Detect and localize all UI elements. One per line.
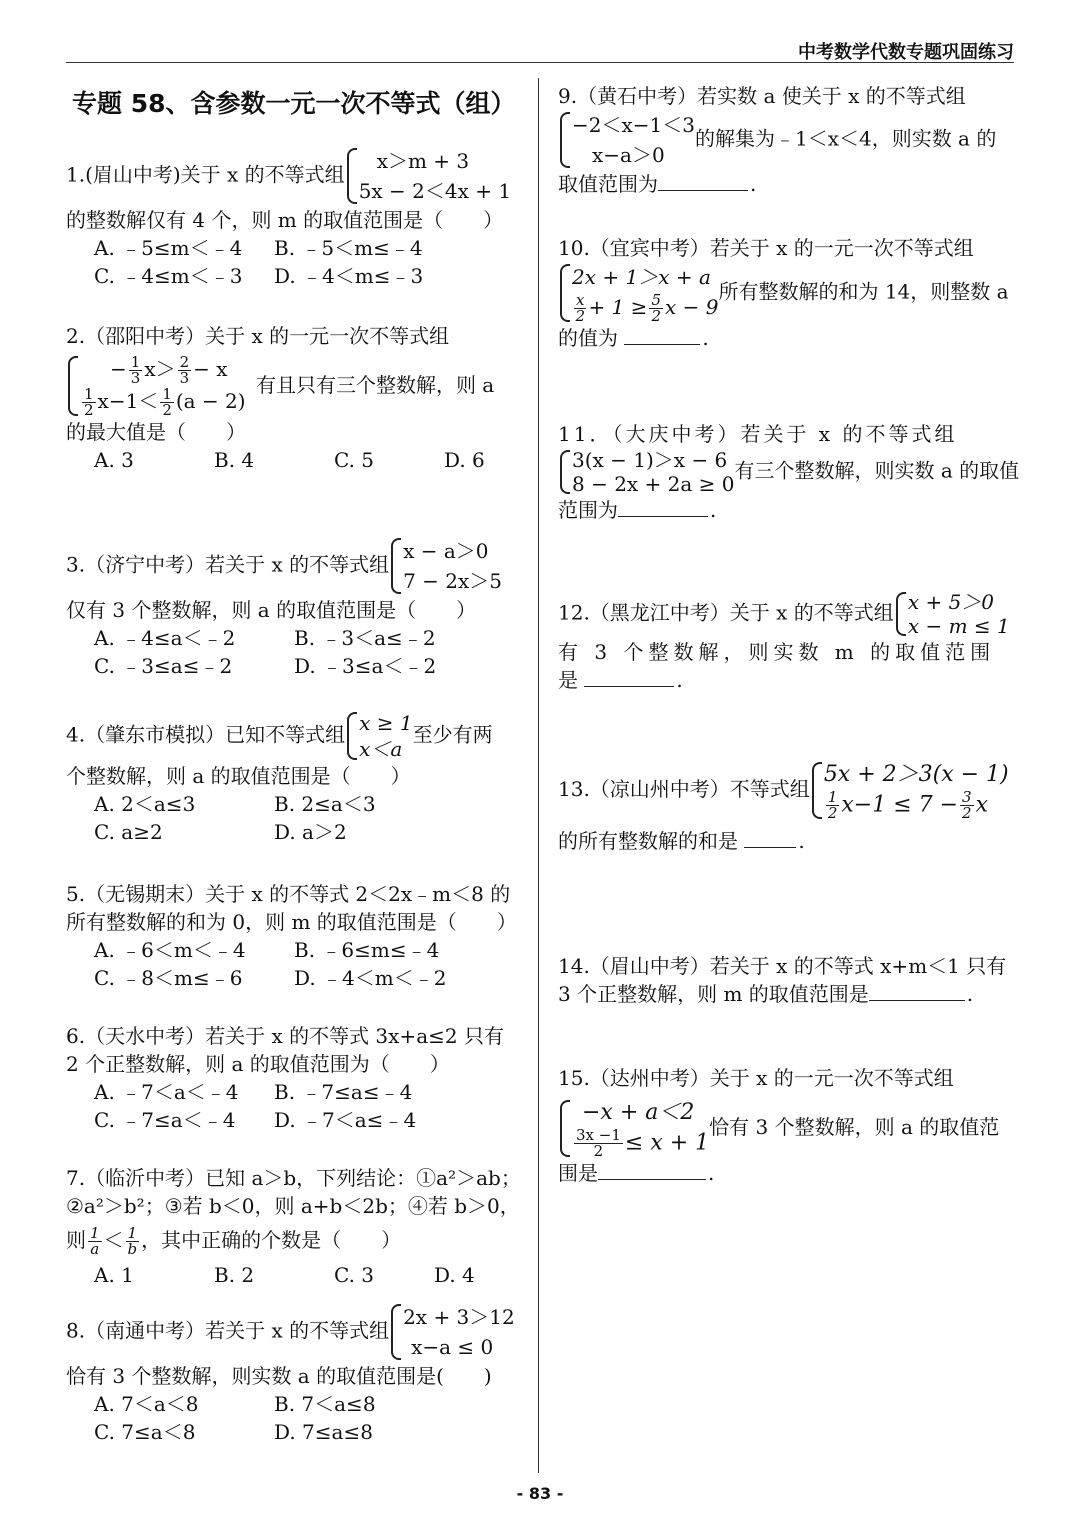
inequality-system: x＞m + 3 5x − 2＜4x + 1 bbox=[345, 146, 511, 206]
option-b: B. 7＜a≤8 bbox=[274, 1392, 376, 1416]
option-a: A. 2＜a≤3 bbox=[94, 792, 196, 816]
option-c: C. ﹣7≤a＜﹣4 bbox=[94, 1108, 236, 1132]
question-5: 5.（无锡期末）关于 x 的不等式 2＜2x﹣m＜8 的 所有整数解的和为 0，则 m 的取值范围是（ ） A. ﹣6＜m＜﹣4 B. ﹣6≤m≤﹣4 C. ﹣8＜m≤﹣6 D. ﹣4＜m＜﹣2 bbox=[66, 882, 517, 990]
page-title: 专题 58、含参数一元一次不等式（组） bbox=[72, 89, 516, 118]
option-d: D. a＞2 bbox=[274, 820, 347, 844]
option-d: D. ﹣7＜a≤﹣4 bbox=[274, 1108, 417, 1132]
inequality-system: 5x + 2＞3(x − 1) $\frac{1}{2}$ x−1 ≤ 7 − $\frac{3}{2}$ x bbox=[810, 760, 1009, 821]
page-number: - 83 - bbox=[516, 1484, 564, 1503]
question-15: 15.（达州中考）关于 x 的一元一次不等式组 −x + a＜2 $\frac{3x -1}{2}$ ≤ x + 1 恰有 3 个整数解，则 a 的取值范 围是 . bbox=[558, 1066, 1000, 1185]
option-d: D. 4 bbox=[434, 1263, 475, 1287]
question-9: 9.（黄石中考）若实数 a 使关于 x 的不等式组 −2＜x−1＜3 x−a＞0 的解集为﹣1＜x＜4，则实数 a 的 取值范围为 . bbox=[558, 84, 997, 196]
inequality-system: x + 5＞0 x − m ≤ 1 bbox=[894, 590, 1010, 638]
inequality-system: −2＜x−1＜3 x−a＞0 bbox=[558, 110, 695, 170]
option-b: B. ﹣5＜m≤﹣4 bbox=[274, 236, 423, 260]
question-3: 3.（济宁中考）若关于 x 的不等式组 x − a＞0 7 − 2x＞5 仅有 3 个整数解，则 a 的取值范围是（ ） A. ﹣4≤a＜﹣2 B. ﹣3＜a≤﹣2 C. ﹣3≤a≤﹣2 D. ﹣3≤a＜﹣2 bbox=[66, 536, 526, 680]
column-divider bbox=[538, 78, 539, 1473]
answer-blank[interactable] bbox=[869, 982, 965, 1001]
option-b: B. 2≤a＜3 bbox=[274, 792, 376, 816]
question-8: 8.（南通中考）若关于 x 的不等式组 2x + 3＞12 x−a ≤ 0 恰有 3 个整数解，则实数 a 的取值范围是( ) A. 7＜a＜8 B. 7＜a≤8 C. 7≤a＜8 D. 7≤a≤8 bbox=[66, 1302, 526, 1446]
inequality-system: −x + a＜2 $\frac{3x -1}{2}$ ≤ x + 1 bbox=[558, 1098, 709, 1159]
option-a: A. ﹣4≤a＜﹣2 bbox=[94, 626, 236, 650]
inequality-system: x − a＞0 7 − 2x＞5 bbox=[389, 536, 502, 596]
option-d: D. ﹣4＜m≤﹣3 bbox=[274, 264, 424, 288]
option-b: B. ﹣3＜a≤﹣2 bbox=[294, 626, 436, 650]
option-c: C. 5 bbox=[334, 448, 375, 472]
option-d: D. 7≤a≤8 bbox=[274, 1420, 373, 1444]
answer-blank[interactable] bbox=[624, 326, 700, 345]
option-a: A. 7＜a＜8 bbox=[94, 1392, 199, 1416]
option-d: D. ﹣3≤a＜﹣2 bbox=[294, 654, 437, 678]
answer-blank[interactable] bbox=[658, 172, 748, 191]
inequality-system: x ≥ 1 x＜a bbox=[345, 710, 412, 762]
question-11: 11．（大庆中考）若关于 x 的不等式组 3(x − 1)＞x − 6 8 − 2x + 2a ≥ 0 有三个整数解，则实数 a 的取值 范围为 . bbox=[558, 422, 1020, 522]
option-a: A. ﹣5≤m＜﹣4 bbox=[94, 236, 243, 260]
option-c: C. ﹣8＜m≤﹣6 bbox=[94, 966, 243, 990]
option-b: B. 4 bbox=[214, 448, 255, 472]
answer-blank[interactable] bbox=[618, 498, 708, 517]
page-header: 中考数学代数专题巩固练习 bbox=[66, 38, 1014, 63]
option-c: C. a≥2 bbox=[94, 820, 163, 844]
inequality-system: 3(x − 1)＞x − 6 8 − 2x + 2a ≥ 0 bbox=[558, 448, 735, 496]
option-b: B. 2 bbox=[214, 1263, 255, 1287]
option-c: C. 3 bbox=[334, 1263, 375, 1287]
option-c: C. ﹣3≤a≤﹣2 bbox=[94, 654, 233, 678]
answer-blank[interactable] bbox=[584, 668, 674, 687]
question-12: 12.（黑龙江中考）关于 x 的不等式组 x + 5＞0 x − m ≤ 1 有 3 个整数解，则实数 m 的取值范围 是 . bbox=[558, 590, 1010, 692]
option-c: C. 7≤a＜8 bbox=[94, 1420, 196, 1444]
option-a: A. 1 bbox=[94, 1263, 134, 1287]
inequality-system: 2x + 3＞12 x−a ≤ 0 bbox=[389, 1302, 515, 1362]
inequality-system: 2x + 1＞x + a $\frac{x}{2}$ + 1 ≥ $\frac{5}{2}$ x − 9 bbox=[558, 262, 718, 324]
option-d: D. ﹣4＜m＜﹣2 bbox=[294, 966, 447, 990]
option-b: B. ﹣6≤m≤﹣4 bbox=[294, 938, 440, 962]
question-6: 6.（天水中考）若关于 x 的不等式 3x+a≤2 只有 2 个正整数解，则 a 的取值范围为（ ） A. ﹣7＜a＜﹣4 B. ﹣7≤a≤﹣4 C. ﹣7≤a＜﹣4 D. ﹣7＜a≤﹣4 bbox=[66, 1024, 504, 1132]
question-7: 7.（临沂中考）已知 a＞b，下列结论：①a²＞ab； ②a²＞b²；③若 b＜0，则 a+b＜2b；④若 b＞0， 则 $\frac{1}{a}$ ＜ $\frac{1}{b}$ ，其中正确的个数是（ ） A. 1 B. 2 C. 3 D. 4 bbox=[66, 1166, 521, 1287]
option-c: C. ﹣4≤m＜﹣3 bbox=[94, 264, 243, 288]
question-14: 14.（眉山中考）若关于 x 的不等式 x+m＜1 只有 3 个正整数解，则 m 的取值范围是 . bbox=[558, 954, 1007, 1006]
question-2: 2.（邵阳中考）关于 x 的一元一次不等式组 − $\frac{1}{3}$ x＞ $\frac{2}{3}$ − x $\frac{1}{2}$ x−1＜ $\frac{1}{2}$ (a − 2) 有且只有三个整数解，则 a 的最大值是（ ） A. 3 B. 4 C. 5 D. 6 bbox=[66, 324, 495, 472]
question-10: 10.（宜宾中考）若关于 x 的一元一次不等式组 2x + 1＞x + a $\frac{x}{2}$ + 1 ≥ $\frac{5}{2}$ x − 9 所有整数解的和为 14，则整数 a 的值为 . bbox=[558, 236, 1009, 350]
answer-blank[interactable] bbox=[744, 829, 796, 848]
option-b: B. ﹣7≤a≤﹣4 bbox=[274, 1080, 413, 1104]
option-a: A. ﹣6＜m＜﹣4 bbox=[94, 938, 246, 962]
question-13: 13.（凉山州中考）不等式组 5x + 2＞3(x − 1) $\frac{1}{2}$ x−1 ≤ 7 − $\frac{3}{2}$ x 的所有整数解的和是 . bbox=[558, 762, 1009, 853]
option-d: D. 6 bbox=[444, 448, 485, 472]
option-a: A. ﹣7＜a＜﹣4 bbox=[94, 1080, 239, 1104]
option-a: A. 3 bbox=[94, 448, 134, 472]
answer-blank[interactable] bbox=[598, 1161, 706, 1180]
inequality-system: − $\frac{1}{3}$ x＞ $\frac{2}{3}$ − x $\frac{1}{2}$ x−1＜ $\frac{1}{2}$ (a − 2) bbox=[66, 354, 246, 418]
question-4: 4.（肇东市模拟）已知不等式组 x ≥ 1 x＜a 至少有两 个整数解，则 a 的取值范围是（ ） A. 2＜a≤3 B. 2≤a＜3 C. a≥2 D. a＞2 bbox=[66, 711, 493, 844]
question-1: 1.(眉山中考)关于 x 的不等式组 x＞m + 3 5x − 2＜4x + 1 的整数解仅有 4 个，则 m 的取值范围是（ ） A. ﹣5≤m＜﹣4 B. ﹣5＜m≤﹣4 C. ﹣4≤m＜﹣3 D. ﹣4＜m≤﹣3 bbox=[66, 146, 526, 290]
